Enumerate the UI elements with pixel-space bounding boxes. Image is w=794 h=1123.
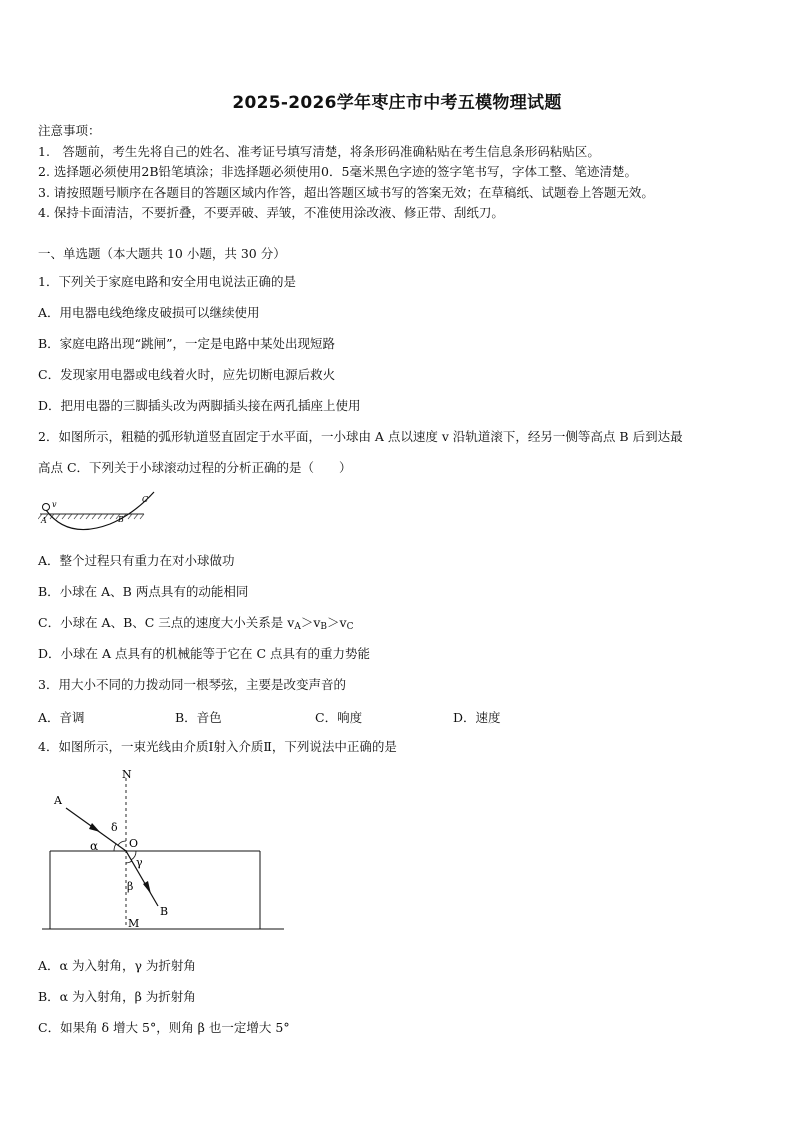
q1-option-a: A．用电器电线绝缘皮破损可以继续使用	[38, 305, 260, 320]
point-a-label: A	[41, 516, 47, 525]
exam-title: 2025-2026学年枣庄市中考五模物理试题	[232, 93, 562, 113]
notice-item-3: 3. 请按照题号顺序在各题目的答题区域内作答，超出答题区域书写的答案无效；在草稿纸、试题卷上答题无效。	[38, 185, 654, 200]
q4-stem: 4．如图所示，一束光线由介质Ⅰ射入介质Ⅱ，下列说法中正确的是	[38, 739, 397, 754]
gt-sign-1: ＞	[300, 615, 314, 630]
delta-arc	[118, 841, 126, 845]
q3-option-c: C．响度	[315, 710, 363, 725]
q1-option-d: D．把用电器的三脚插头改为两脚插头接在两孔插座上使用	[38, 398, 361, 413]
label-beta: β	[127, 880, 134, 893]
q2-option-c-prefix: C．小球在 A、B、C 三点的速度大小关系是	[38, 615, 288, 630]
q2-option-b: B．小球在 A、B 两点具有的动能相同	[38, 584, 249, 599]
beta-arc	[126, 861, 132, 863]
label-delta: δ	[111, 821, 118, 834]
ball	[43, 504, 50, 511]
label-o: O	[129, 837, 139, 850]
speed-vc: $v_C$	[339, 615, 354, 632]
arc-track	[46, 492, 154, 530]
q4-refraction-figure	[40, 766, 290, 934]
point-b-label: B	[118, 515, 124, 524]
q4-option-b: B．α 为入射角，β 为折射角	[38, 989, 196, 1004]
q1-option-b: B．家庭电路出现“跳闸”，一定是电路中某处出现短路	[38, 336, 335, 351]
notice-item-4: 4. 保持卡面清洁，不要折叠，不要弄破、弄皱，不准使用涂改液、修正带、刮纸刀。	[38, 205, 504, 220]
speed-va: $v_A$	[287, 615, 301, 632]
q2-stem-line1: 2．如图所示，粗糙的弧形轨道竖直固定于水平面，一小球由 A 点以速度 v 沿轨道滚下，经另一侧等高点 B 后到达最	[38, 429, 683, 444]
label-b: B	[160, 905, 169, 918]
alpha-arc	[114, 844, 116, 851]
notice-heading: 注意事项：	[38, 123, 101, 138]
q4-option-c: C．如果角 δ 增大 5°，则角 β 也一定增大 5°	[38, 1020, 290, 1035]
q3-options	[38, 708, 598, 724]
notice-item-2: 2. 选择题必须使用2B铅笔填涂；非选择题必须使用0．5毫米黑色字迹的签字笔书写，字体工整、笔迹清楚。	[38, 164, 637, 179]
q1-stem: 1．下列关于家庭电路和安全用电说法正确的是	[38, 274, 296, 289]
notice-item-1: 1. 答题前，考生先将自己的姓名、准考证号填写清楚，将条形码准确粘贴在考生信息条形码粘贴区。	[38, 144, 600, 159]
q1-option-c: C．发现家用电器或电线着火时，应先切断电源后救火	[38, 367, 336, 382]
incident-arrow-icon	[89, 823, 100, 832]
q4-option-a: A．α 为入射角，γ 为折射角	[38, 958, 196, 973]
q2-option-c	[38, 615, 354, 635]
q3-option-d: D．速度	[453, 710, 501, 725]
label-n: N	[122, 768, 132, 781]
q2-track-figure	[38, 490, 168, 534]
section-heading: 一、单选题（本大题共 10 小题，共 30 分）	[38, 246, 286, 261]
velocity-label: v	[52, 500, 57, 509]
label-a: A	[54, 794, 62, 807]
gt-sign-2: ＞	[327, 615, 340, 630]
speed-vb: $v_B$	[313, 615, 328, 632]
label-m: M	[128, 917, 140, 930]
q2-option-a: A．整个过程只有重力在对小球做功	[38, 553, 235, 568]
point-c-label: C	[142, 495, 149, 504]
label-gamma: γ	[136, 856, 143, 869]
q2-stem-line2: 高点 C．下列关于小球滚动过程的分析正确的是（ ）	[38, 460, 352, 475]
q3-option-a: A．音调	[38, 710, 85, 725]
q3-stem: 3．用大小不同的力拨动同一根琴弦，主要是改变声音的	[38, 677, 346, 692]
q3-option-b: B．音色	[175, 710, 222, 725]
label-alpha: α	[90, 839, 99, 853]
q2-option-d: D．小球在 A 点具有的机械能等于它在 C 点具有的重力势能	[38, 646, 371, 661]
